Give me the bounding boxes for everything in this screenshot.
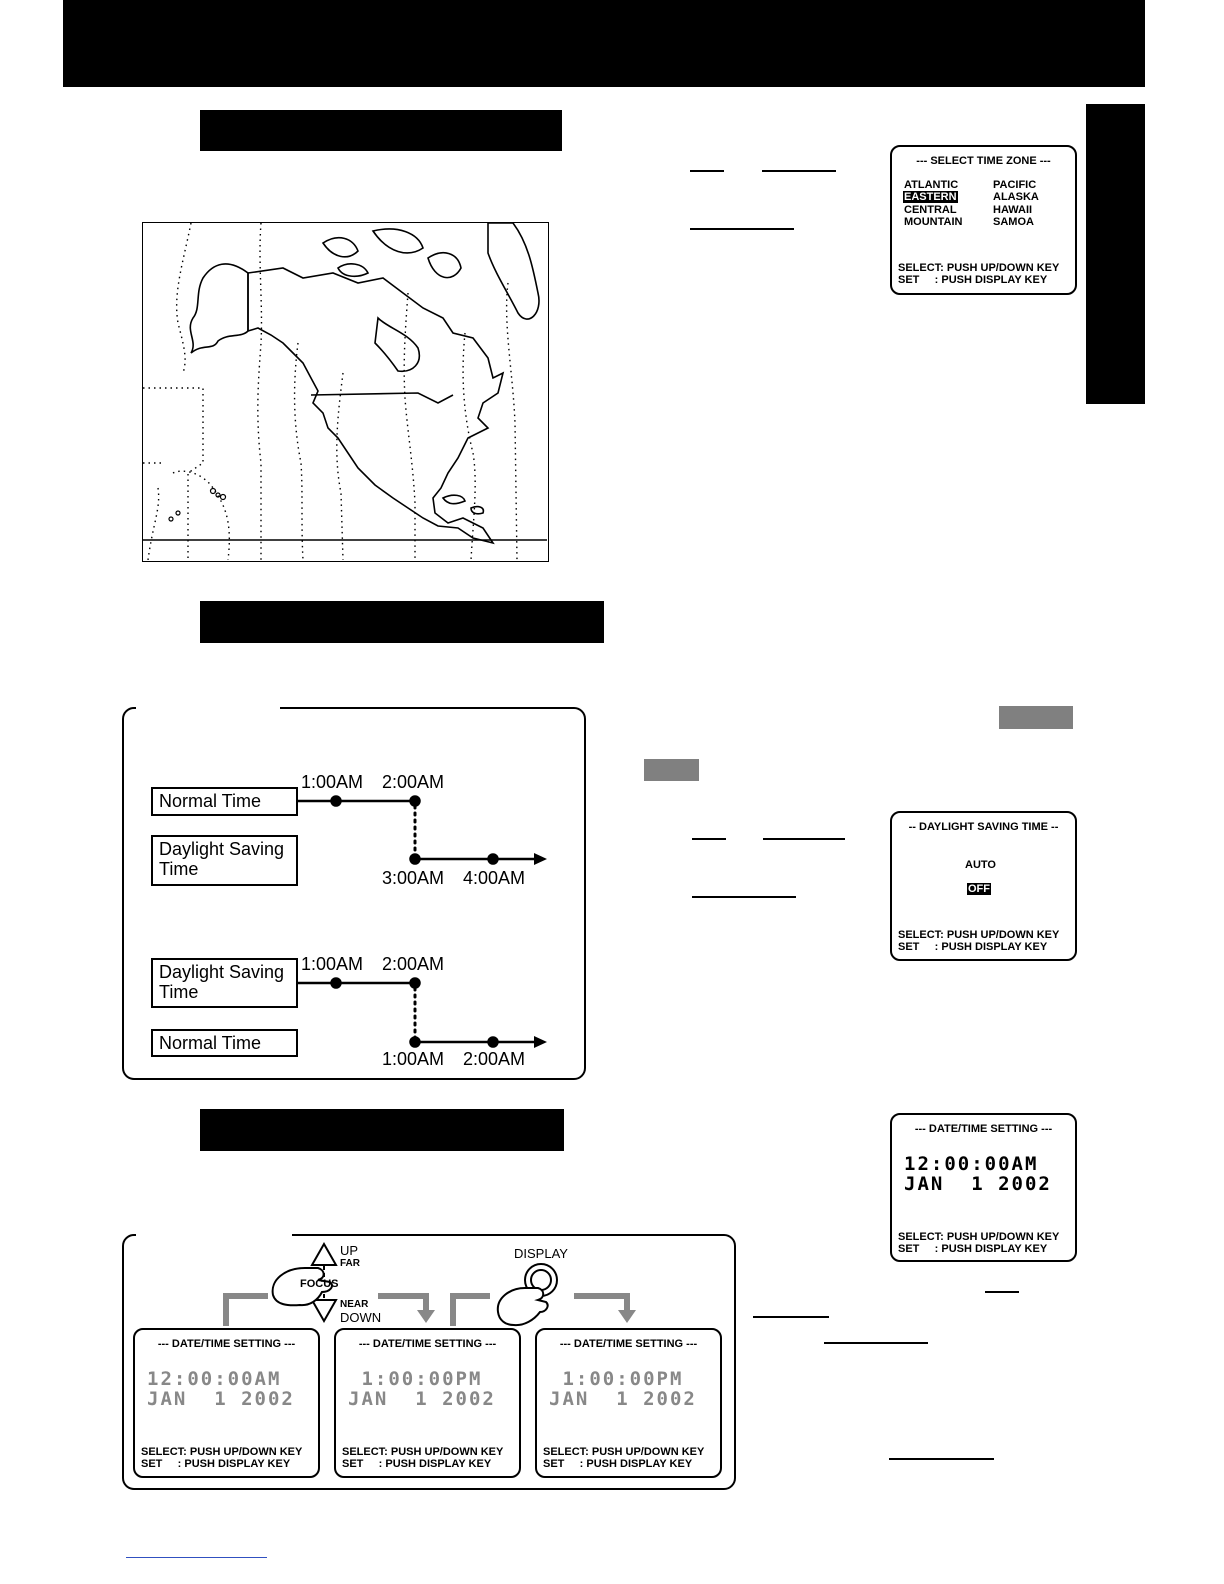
down-label: DOWN [340, 1310, 382, 1325]
dst-bottom-time-1: 1:00AM [301, 954, 364, 974]
dst-bottom-normal-time-box: Normal Time [151, 1029, 298, 1057]
screen-header: --- SELECT TIME ZONE --- [916, 155, 1051, 167]
zone-central[interactable]: CENTRAL [904, 204, 957, 216]
screen-header: --- DATE/TIME SETTING --- [914, 1123, 1053, 1135]
dst-option-off-selected[interactable]: OFF [968, 883, 990, 895]
dst-top-time-1: 1:00AM [301, 772, 364, 792]
step2-date: JAN 1 2002 [348, 1388, 496, 1410]
dst-top-daylight-saving-box: Daylight Saving Time [151, 835, 298, 886]
zone-pacific[interactable]: PACIFIC [993, 179, 1037, 191]
screen-select-hint: SELECT: PUSH UP/DOWN KEY [543, 1446, 705, 1458]
screen-select-hint: SELECT: PUSH UP/DOWN KEY [141, 1446, 303, 1458]
screen-header: -- DAYLIGHT SAVING TIME -- [908, 821, 1059, 833]
dst-top-time-2: 2:00AM [382, 772, 445, 792]
date-time-date: JAN 1 2002 [904, 1173, 1052, 1195]
zone-atlantic[interactable]: ATLANTIC [904, 179, 959, 191]
dst-bottom-time-2: 2:00AM [382, 954, 445, 974]
footer-link-underline [126, 1557, 267, 1558]
screen-select-hint: SELECT: PUSH UP/DOWN KEY [898, 1231, 1060, 1243]
near-label: NEAR [340, 1299, 369, 1310]
dst-bottom-daylight-saving-box: Daylight Saving Time [151, 958, 298, 1008]
screen-set-hint: SET : PUSH DISPLAY KEY [543, 1458, 693, 1470]
step-screen-3 [535, 1328, 722, 1478]
screen-select-hint: SELECT: PUSH UP/DOWN KEY [898, 929, 1060, 941]
zone-alaska[interactable]: ALASKA [993, 191, 1039, 203]
screen-select-hint: SELECT: PUSH UP/DOWN KEY [898, 262, 1060, 274]
zone-hawaii[interactable]: HAWAII [993, 204, 1033, 216]
date-time-time: 12:00:00AM [904, 1153, 1039, 1175]
dst-top-normal-time-box: Normal Time [151, 787, 298, 816]
dst-bottom-time-4: 2:00AM [463, 1049, 526, 1069]
step-screen-1 [133, 1328, 320, 1478]
up-label: UP [340, 1243, 359, 1258]
screen-select-hint: SELECT: PUSH UP/DOWN KEY [342, 1446, 504, 1458]
dst-top-time-3: 3:00AM [382, 868, 445, 888]
screen-set-hint: SET : PUSH DISPLAY KEY [898, 1243, 1048, 1255]
dst-bottom-time-3: 1:00AM [382, 1049, 445, 1069]
step3-time: 1:00:00PM [549, 1368, 684, 1390]
zone-mountain[interactable]: MOUNTAIN [904, 216, 963, 228]
step2-time: 1:00:00PM [348, 1368, 483, 1390]
focus-label: FOCUS [300, 1278, 339, 1290]
step1-time: 12:00:00AM [147, 1368, 282, 1390]
dst-option-auto[interactable]: AUTO [965, 859, 996, 871]
screen-set-hint: SET : PUSH DISPLAY KEY [141, 1458, 291, 1470]
zone-eastern-selected[interactable]: EASTERN [904, 191, 957, 203]
screen-header: --- DATE/TIME SETTING --- [157, 1338, 296, 1350]
screen-set-hint: SET : PUSH DISPLAY KEY [898, 941, 1048, 953]
screen-header: --- DATE/TIME SETTING --- [358, 1338, 497, 1350]
screen-set-hint: SET : PUSH DISPLAY KEY [342, 1458, 492, 1470]
screen-set-hint: SET : PUSH DISPLAY KEY [898, 274, 1048, 286]
far-label: FAR [340, 1258, 360, 1269]
step-screen-2 [334, 1328, 521, 1478]
display-label: DISPLAY [514, 1246, 568, 1261]
zone-samoa[interactable]: SAMOA [993, 216, 1034, 228]
step1-date: JAN 1 2002 [147, 1388, 295, 1410]
step3-date: JAN 1 2002 [549, 1388, 697, 1410]
screen-header: --- DATE/TIME SETTING --- [559, 1338, 698, 1350]
dst-top-time-4: 4:00AM [463, 868, 526, 888]
